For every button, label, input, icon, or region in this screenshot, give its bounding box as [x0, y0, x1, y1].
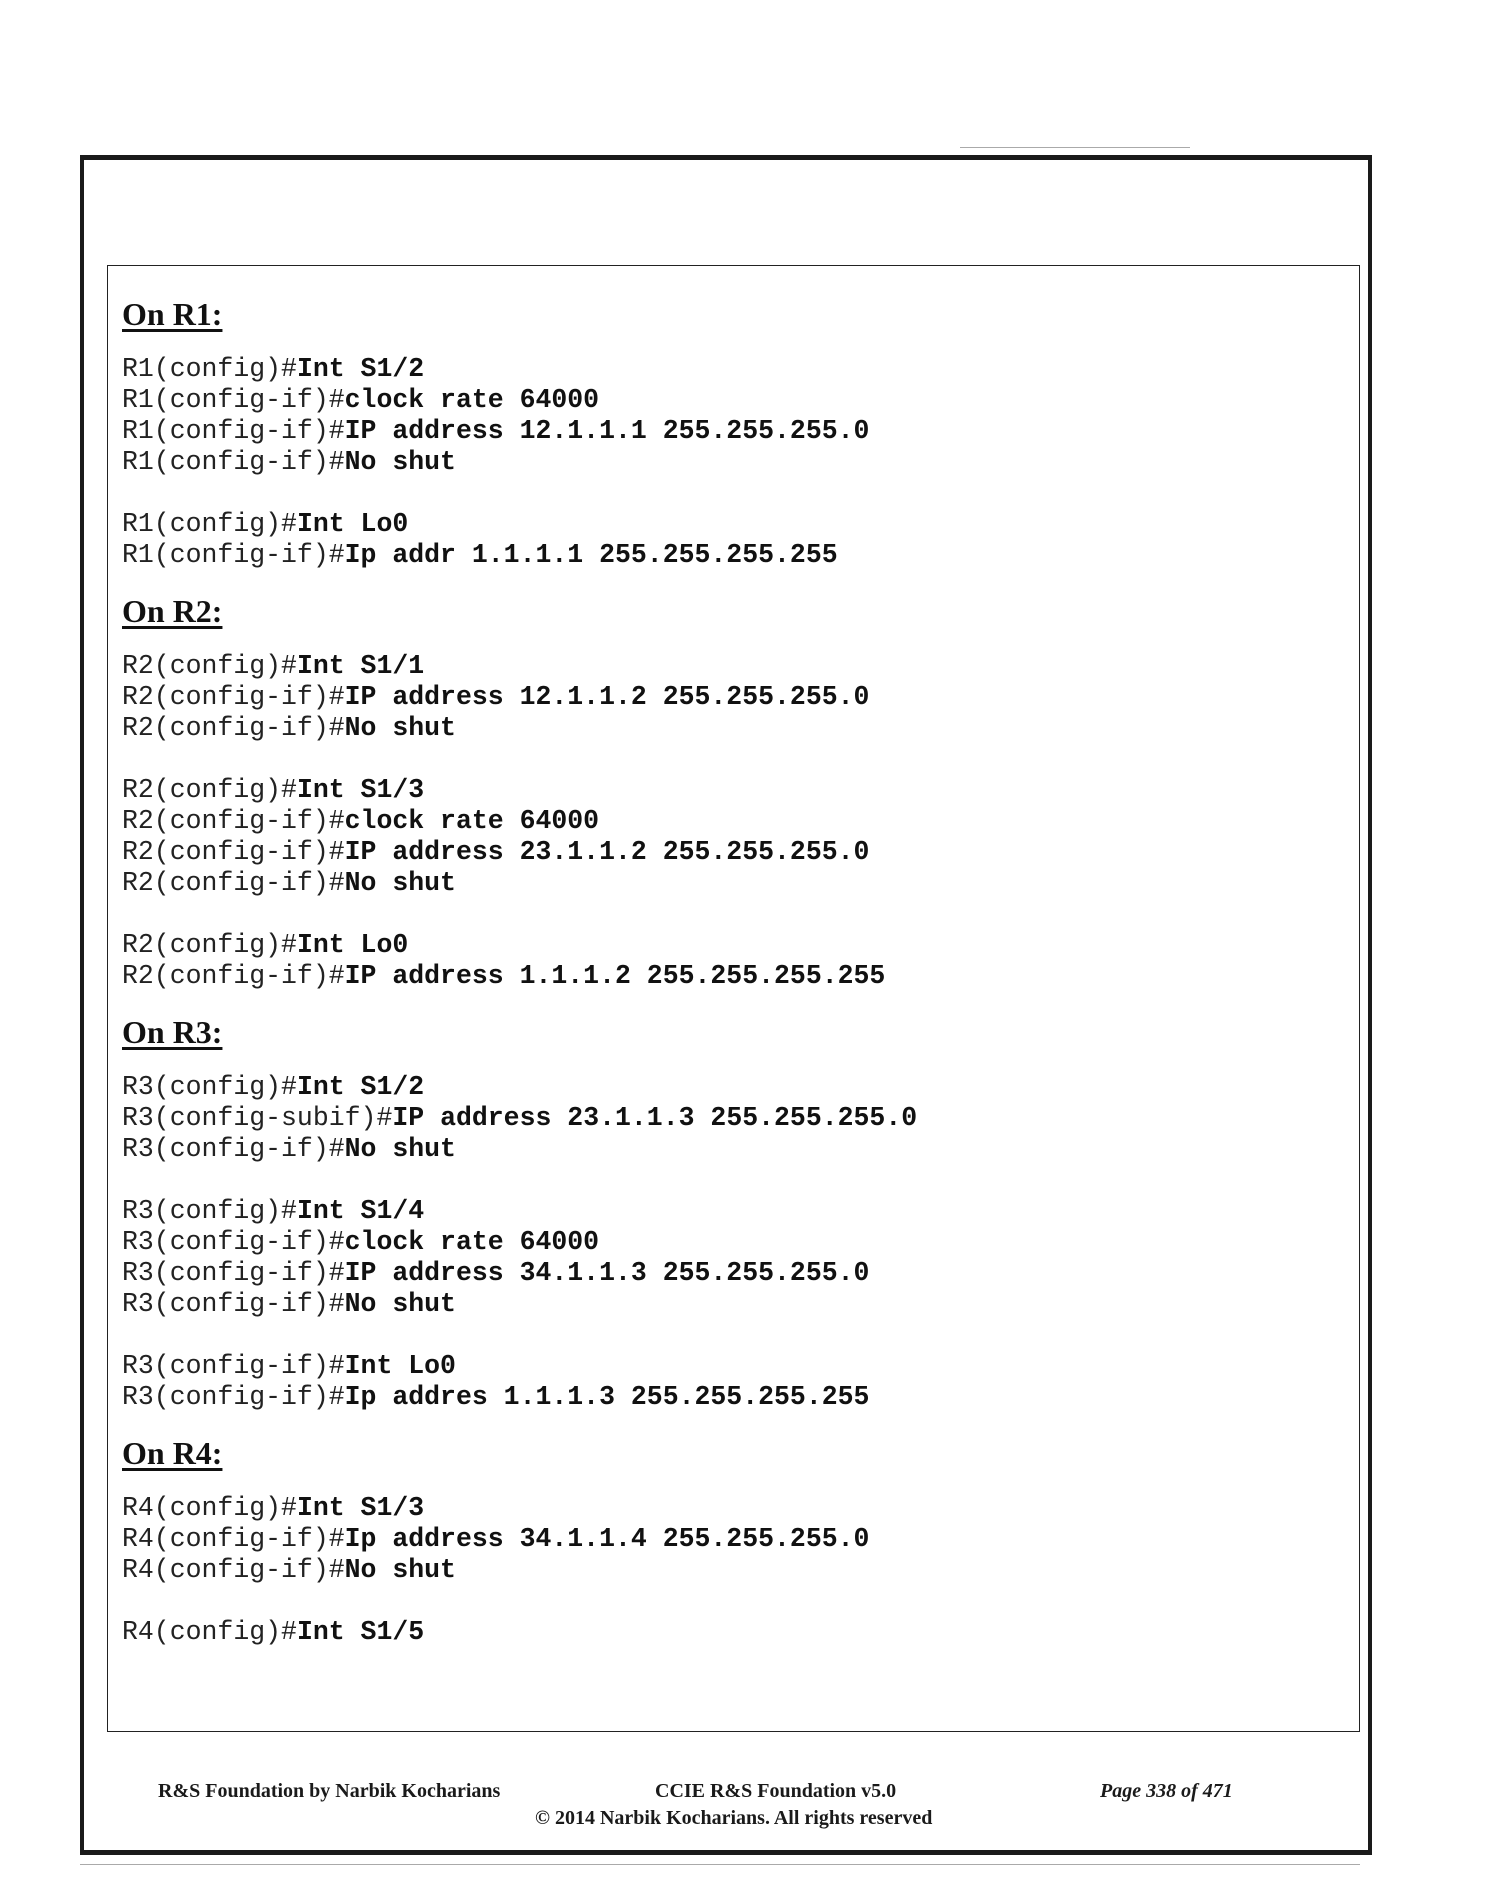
cli-command: No shut [344, 1134, 456, 1164]
cli-command: No shut [344, 447, 456, 477]
command-line [122, 416, 1359, 447]
router-section [122, 1014, 1359, 1413]
cli-prompt: R3(config-if)# [122, 1227, 345, 1257]
command-line [122, 1493, 1359, 1524]
command-block [122, 509, 1359, 571]
cli-prompt: R2(config-if)# [122, 682, 345, 712]
command-block [122, 354, 1359, 478]
command-line [122, 540, 1359, 571]
command-block [122, 651, 1359, 744]
command-block [122, 775, 1359, 899]
cli-prompt: R3(config-subif)# [122, 1103, 393, 1133]
cli-prompt: R2(config-if)# [122, 837, 345, 867]
footer-book-title: CCIE R&S Foundation v5.0 [655, 1780, 897, 1802]
cli-prompt: R2(config-if)# [122, 868, 345, 898]
cli-command: clock rate 64000 [344, 1227, 600, 1257]
cli-command: Ip addres 1.1.1.3 255.255.255.255 [344, 1382, 870, 1412]
command-block [122, 1617, 1359, 1648]
command-line [122, 509, 1359, 540]
command-line [122, 806, 1359, 837]
command-line [122, 1524, 1359, 1555]
command-line [122, 1134, 1359, 1165]
command-line [122, 1555, 1359, 1586]
router-section [122, 593, 1359, 992]
cli-prompt: R1(config)# [122, 509, 297, 539]
command-line [122, 1382, 1359, 1413]
cli-prompt: R2(config)# [122, 775, 297, 805]
cli-command: Int S1/4 [296, 1196, 425, 1226]
cli-prompt: R4(config)# [122, 1493, 297, 1523]
cli-prompt: R2(config-if)# [122, 713, 345, 743]
command-line [122, 1351, 1359, 1382]
command-line [122, 1289, 1359, 1320]
command-line [122, 651, 1359, 682]
command-line [122, 1258, 1359, 1289]
cli-prompt: R3(config-if)# [122, 1134, 345, 1164]
cli-prompt: R1(config)# [122, 354, 297, 384]
cli-prompt: R3(config-if)# [122, 1258, 345, 1288]
command-line [122, 1072, 1359, 1103]
command-line [122, 961, 1359, 992]
cli-command: No shut [344, 713, 456, 743]
section-heading: On R3: [122, 1014, 223, 1050]
cli-prompt: R1(config-if)# [122, 416, 345, 446]
cli-command: clock rate 64000 [344, 806, 600, 836]
cli-prompt: R3(config)# [122, 1072, 297, 1102]
cli-command: Int S1/5 [296, 1617, 425, 1647]
command-block [122, 930, 1359, 992]
section-heading: On R2: [122, 593, 223, 629]
command-line [122, 1227, 1359, 1258]
cli-prompt: R3(config-if)# [122, 1382, 345, 1412]
command-line [122, 447, 1359, 478]
cli-command: Int S1/3 [296, 775, 425, 805]
router-section [122, 1435, 1359, 1648]
cli-command: IP address 12.1.1.2 255.255.255.0 [344, 682, 870, 712]
section-heading: On R4: [122, 1435, 223, 1471]
command-line [122, 682, 1359, 713]
cli-command: Ip address 34.1.1.4 255.255.255.0 [344, 1524, 870, 1554]
cli-command: Int S1/1 [296, 651, 425, 681]
cli-command: Int S1/2 [296, 1072, 425, 1102]
cli-prompt: R3(config)# [122, 1196, 297, 1226]
cli-command: No shut [344, 1555, 456, 1585]
config-content-box [107, 265, 1360, 1732]
cli-command: Int Lo0 [296, 509, 409, 539]
command-line [122, 1617, 1359, 1648]
cli-command: IP address 12.1.1.1 255.255.255.0 [344, 416, 870, 446]
command-line [122, 385, 1359, 416]
cli-command: IP address 34.1.1.3 255.255.255.0 [344, 1258, 870, 1288]
command-line [122, 775, 1359, 806]
cli-command: Int Lo0 [296, 930, 409, 960]
cli-prompt: R2(config-if)# [122, 806, 345, 836]
cli-command: IP address 1.1.1.2 255.255.255.255 [344, 961, 886, 991]
cli-prompt: R1(config-if)# [122, 447, 345, 477]
section-heading: On R1: [122, 296, 223, 332]
cli-command: IP address 23.1.1.2 255.255.255.0 [344, 837, 870, 867]
command-block [122, 1493, 1359, 1586]
command-block [122, 1351, 1359, 1413]
cli-command: clock rate 64000 [344, 385, 600, 415]
cli-command: No shut [344, 1289, 456, 1319]
cli-prompt: R4(config-if)# [122, 1555, 345, 1585]
command-line [122, 868, 1359, 899]
scan-artifact-top [960, 147, 1190, 148]
cli-prompt: R2(config)# [122, 930, 297, 960]
command-block [122, 1196, 1359, 1320]
cli-command: No shut [344, 868, 456, 898]
command-block [122, 1072, 1359, 1165]
cli-command: IP address 23.1.1.3 255.255.255.0 [392, 1103, 918, 1133]
cli-command: Int S1/3 [296, 1493, 425, 1523]
cli-prompt: R3(config-if)# [122, 1351, 345, 1381]
cli-prompt: R1(config-if)# [122, 385, 345, 415]
cli-prompt: R4(config)# [122, 1617, 297, 1647]
cli-command: Int S1/2 [296, 354, 425, 384]
command-line [122, 1196, 1359, 1227]
cli-prompt: R3(config-if)# [122, 1289, 345, 1319]
footer-page-number: Page 338 of 471 [1100, 1780, 1233, 1802]
cli-prompt: R1(config-if)# [122, 540, 345, 570]
cli-command: Ip addr 1.1.1.1 255.255.255.255 [344, 540, 838, 570]
cli-prompt: R2(config-if)# [122, 961, 345, 991]
cli-prompt: R4(config-if)# [122, 1524, 345, 1554]
command-line [122, 713, 1359, 744]
footer-author: R&S Foundation by Narbik Kocharians [158, 1780, 501, 1802]
router-section [122, 296, 1359, 571]
cli-prompt: R2(config)# [122, 651, 297, 681]
cli-command: Int Lo0 [344, 1351, 456, 1381]
page-footer [120, 1780, 1280, 1840]
footer-copyright: © 2014 Narbik Kocharians. All rights reserved [535, 1807, 933, 1829]
command-line [122, 837, 1359, 868]
scan-artifact-bottom [80, 1864, 1360, 1865]
command-line [122, 930, 1359, 961]
command-line [122, 354, 1359, 385]
command-line [122, 1103, 1359, 1134]
